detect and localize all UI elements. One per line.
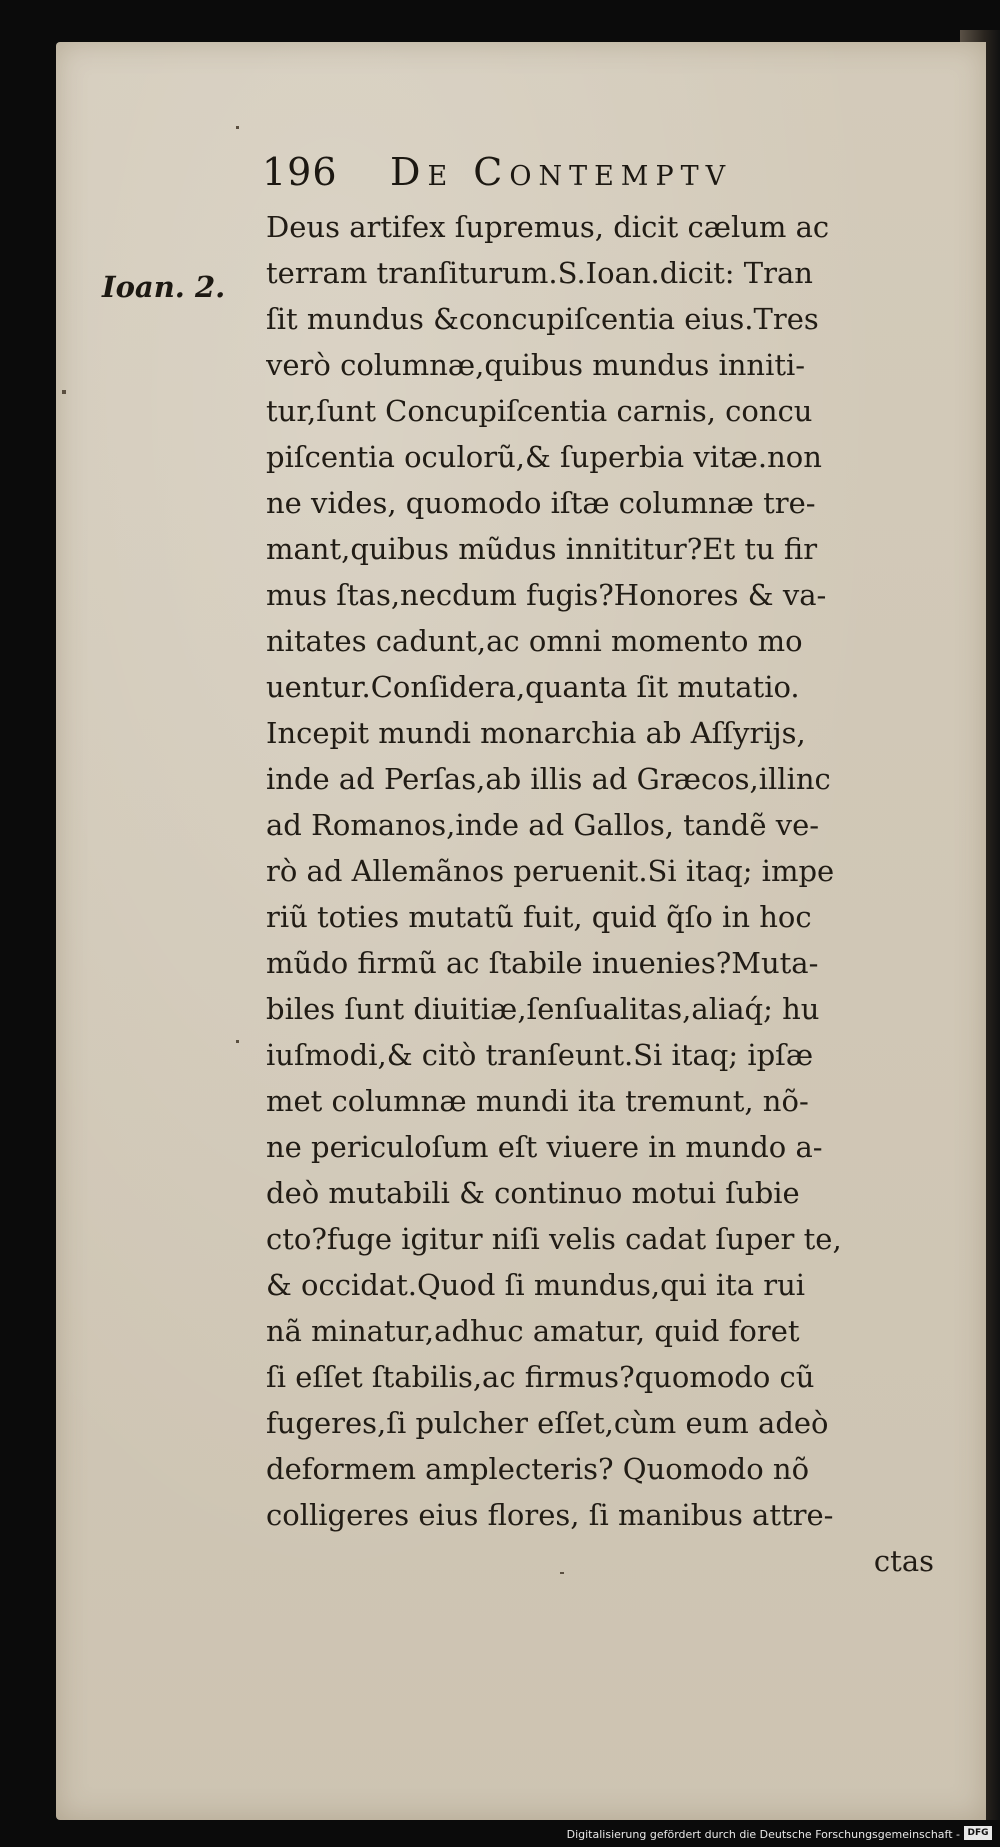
dfg-logo: DFG [964,1826,992,1840]
text-line: verò columnæ,quibus mundus inniti- [266,348,806,382]
text-line: ne vides, quomodo iſtæ columnæ tre- [266,486,816,520]
digitization-credit: Digitalisierung gefördert durch die Deutsche Forschungsgemeinschaft - [566,1828,960,1841]
margin-note: Ioan. 2. [102,270,226,304]
text-line: inde ad Perſas,ab illis ad Græcos,illinc [266,762,831,796]
body-text [266,204,936,1584]
text-line: ad Romanos,inde ad Gallos, tandẽ ve- [266,808,820,842]
text-line: Incepit mundi monarchia ab Aſſyrijs, [266,716,806,750]
text-line: biles ſunt diuitiæ,ſenſualitas,aliaq́; hu [266,992,820,1026]
paper-speck [236,1040,239,1043]
text-line: terram tranſiturum.S.Ioan.dicit: Tran [266,256,813,290]
text-line: piſcentia oculorũ,& ſuperbia vitæ.non [266,440,822,474]
text-line: met columnæ mundi ita tremunt, nõ- [266,1084,809,1118]
text-line: colligeres eius flores, ſi manibus attre- [266,1498,834,1532]
paper-speck [62,390,66,394]
text-line: & occidat.Quod ſi mundus,qui ita rui [266,1268,806,1302]
text-line: mũdo firmũ ac ſtabile inuenies?Muta- [266,946,819,980]
paper-speck [560,1572,564,1574]
text-line: fugeres,ſi pulcher eſſet,cùm eum adeò [266,1406,829,1440]
text-line: uentur.Conſidera,quanta ſit mutatio. [266,670,800,704]
text-line: mus ſtas,necdum fugis?Honores & va- [266,578,827,612]
text-line: nitates cadunt,ac omni momento mo [266,624,803,658]
text-line: cto?fuge igitur niſi velis cadat ſuper te, [266,1222,842,1256]
running-title: De Contemptv [390,150,733,194]
text-line: rò ad Allemãnos peruenit.Si itaq; impe [266,854,835,888]
catchword: ctas [873,1544,934,1578]
text-line: ſi eſſet ſtabilis,ac firmus?quomodo cũ [266,1360,815,1394]
text-line: riũ toties mutatũ fuit, quid q̃ſo in hoc [266,900,812,934]
text-line: Deus artifex ſupremus, dicit cælum ac [266,210,830,244]
text-line: deformem amplecteris? Quomodo nõ [266,1452,810,1486]
text-line: tur,ſunt Concupiſcentia carnis, concu [266,394,813,428]
page-number: 196 [262,150,338,194]
text-line: ne periculoſum eſt viuere in mundo a- [266,1130,823,1164]
running-head [262,150,922,200]
text-line: nã minatur,adhuc amatur, quid foret [266,1314,800,1348]
paper-speck [236,126,239,129]
text-line: deò mutabili & continuo motui ſubie [266,1176,800,1210]
text-line: ſit mundus &concupiſcentia eius.Tres [266,302,819,336]
text-line: iuſmodi,& citò tranſeunt.Si itaq; ipſæ [266,1038,814,1072]
text-line: mant,quibus mũdus innititur?Et tu fir [266,532,818,566]
